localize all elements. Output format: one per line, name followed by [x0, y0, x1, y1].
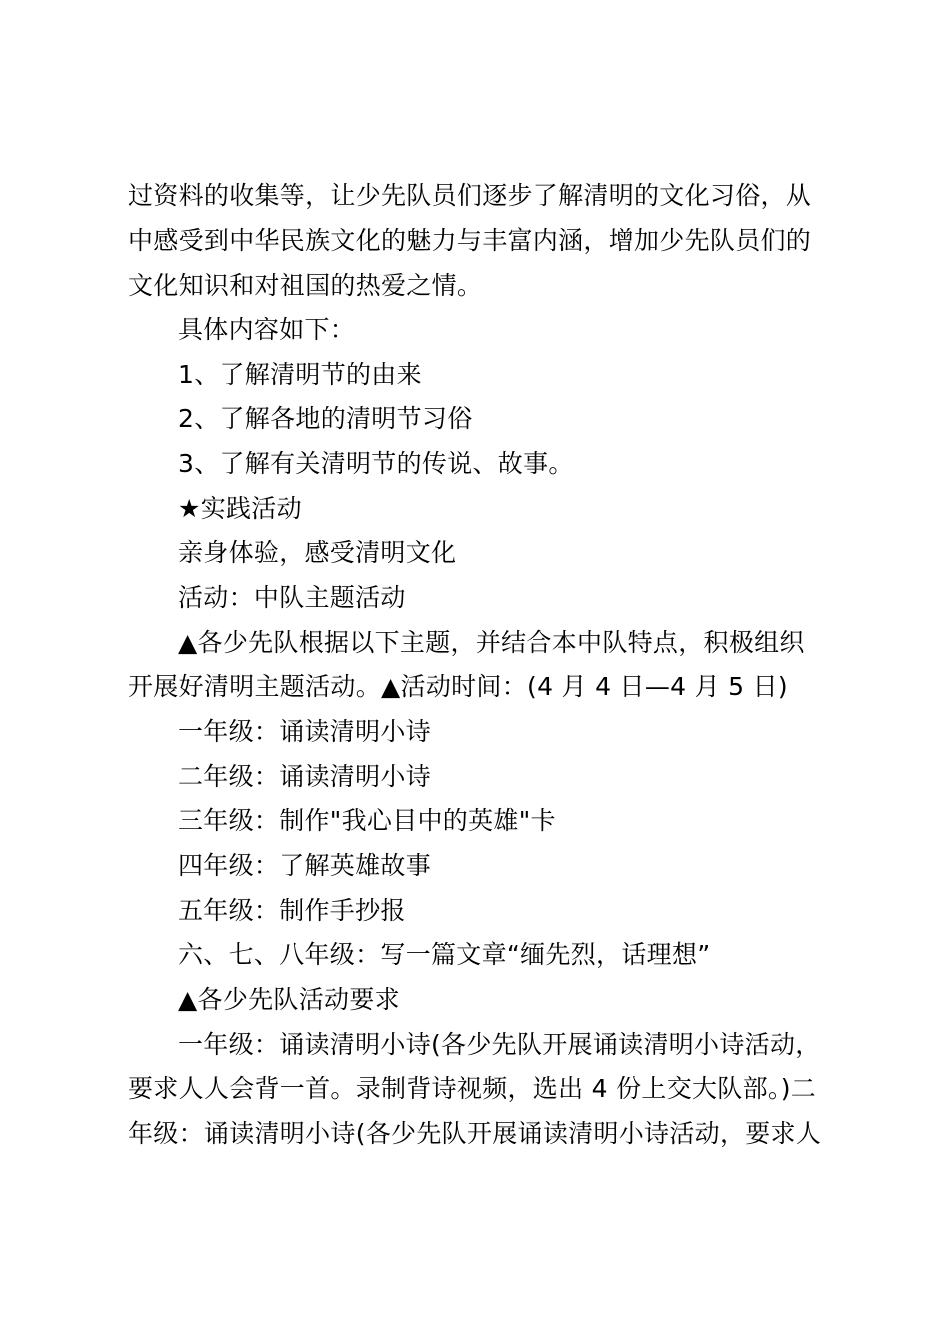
section-heading: ▲各少先队活动要求	[178, 985, 400, 1014]
section-heading: ★实践活动	[178, 494, 302, 523]
grade-item: 二年级：诵读清明小诗	[178, 762, 432, 791]
grade-item: 五年级：制作手抄报	[178, 896, 406, 925]
grade-item: 一年级：诵读清明小诗	[178, 717, 432, 746]
paragraph-line: 年级：诵读清明小诗(各少先队开展诵读清明小诗活动，要求人	[128, 1119, 822, 1148]
paragraph-line: 要求人人会背一首。录制背诗视频，选出 4 份上交大队部。)二	[128, 1074, 817, 1103]
list-item: 2、了解各地的清明节习俗	[178, 404, 473, 433]
paragraph-line: 活动：中队主题活动	[178, 583, 406, 612]
paragraph-line: ▲各少先队根据以下主题，并结合本中队特点，积极组织	[178, 628, 805, 657]
content-heading: 具体内容如下：	[178, 315, 356, 344]
grade-item: 三年级：制作"我心目中的英雄"卡	[178, 806, 556, 835]
paragraph-line: 亲身体验，感受清明文化	[178, 538, 457, 567]
paragraph-line: 一年级：诵读清明小诗(各少先队开展诵读清明小诗活动，	[178, 1030, 821, 1059]
grade-item: 四年级：了解英雄故事	[178, 851, 432, 880]
paragraph-line: 过资料的收集等，让少先队员们逐步了解清明的文化习俗，从	[128, 181, 812, 210]
paragraph-line: 开展好清明主题活动。▲活动时间：(4 月 4 日—4 月 5 日)	[128, 672, 788, 701]
grade-item: 六、七、八年级：写一篇文章“缅先烈，话理想”	[178, 940, 711, 969]
paragraph-line: 中感受到中华民族文化的魅力与丰富内涵，增加少先队员们的	[128, 226, 812, 255]
list-item: 3、了解有关清明节的传说、故事。	[178, 449, 574, 478]
paragraph-line: 文化知识和对祖国的热爱之情。	[128, 271, 483, 300]
list-item: 1、了解清明节的由来	[178, 360, 422, 389]
